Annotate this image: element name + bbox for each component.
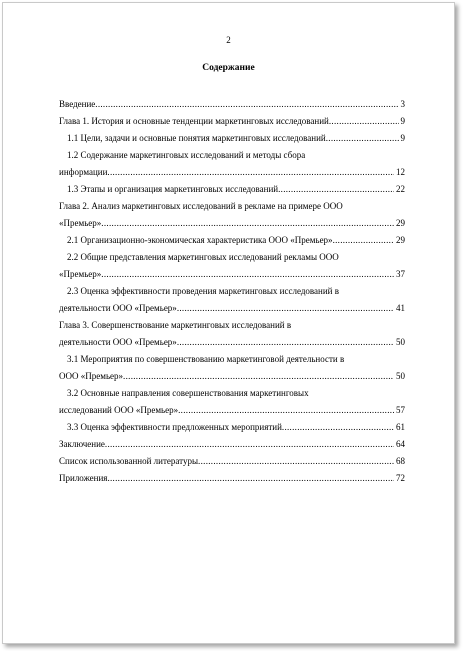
toc-entry-text: Список использованной литературы .....: [59, 453, 394, 470]
toc-entry: [59, 453, 405, 470]
toc-entry: [59, 249, 405, 283]
toc-entry-page: 41: [396, 303, 405, 313]
toc-entry-text: Приложения .....: [59, 470, 394, 487]
toc-entry-text: ООО «Премьер» .....: [59, 368, 394, 385]
toc-entry: [59, 283, 405, 317]
toc-entry-page: 57: [396, 405, 405, 415]
toc-entry-line: [59, 334, 405, 351]
toc-entry-page: 3: [400, 99, 405, 109]
toc-entry: [59, 198, 405, 232]
toc-entry-text: «Премьер» .....: [59, 215, 394, 232]
toc-entry-page: 29: [396, 218, 405, 228]
toc-entry-first-line: Глава 3. Совершенствование маркетинговых исследований в: [59, 320, 292, 330]
document-page: [2, 2, 455, 644]
toc-entry-line: [59, 419, 405, 436]
toc-entry-line: [59, 368, 405, 385]
toc-entry: [59, 96, 405, 113]
toc-entry-page: 9: [400, 116, 405, 126]
toc-entry-text: информации .....: [59, 164, 394, 181]
toc-entry-first-line: 2.3 Оценка эффективности проведения маркетинговых исследований в: [67, 286, 339, 296]
toc-entry-line: [59, 453, 405, 470]
toc-entry-page: 29: [396, 235, 405, 245]
toc-entry-page: 9: [400, 133, 405, 143]
toc-entry-page: 12: [396, 167, 405, 177]
toc-entry-page: 64: [396, 439, 405, 449]
toc-entry-text: деятельности ООО «Премьер» .....: [59, 300, 394, 317]
toc-entry-page: 72: [396, 473, 405, 483]
toc-entry-line: [59, 436, 405, 453]
toc-entry-line: [59, 181, 405, 198]
toc-entry: [59, 317, 405, 351]
toc-entry-line: [59, 164, 405, 181]
page-number: 2: [226, 35, 231, 45]
toc-entry-text: деятельности ООО «Премьер» .....: [59, 334, 394, 351]
toc-entry-line: [59, 300, 405, 317]
toc-entry-page: 61: [396, 422, 405, 432]
toc-entry-first-line: 1.2 Содержание маркетинговых исследований и методы сбора: [67, 150, 306, 160]
toc-entry-text: исследований ООО «Премьер» .....: [59, 402, 394, 419]
toc-entry-first-line: 3.2 Основные направления совершенствования маркетинговых: [67, 388, 309, 398]
page-title: Содержание: [202, 63, 255, 73]
toc-entry-line: [59, 96, 405, 113]
toc-entry-text: Глава 1. История и основные тенденции маркетинговых исследований .....: [59, 113, 399, 130]
toc-entry-page: 68: [396, 456, 405, 466]
toc-entry-text: 1.1 Цели, задачи и основные понятия маркетинговых исследований .....: [67, 130, 399, 147]
table-of-contents: [59, 96, 405, 487]
toc-entry: [59, 147, 405, 181]
toc-entry: [59, 436, 405, 453]
toc-entry-first-line: 3.1 Мероприятия по совершенствованию маркетинговой деятельности в: [67, 354, 345, 364]
toc-entry: [59, 470, 405, 487]
toc-entry: [59, 130, 405, 147]
toc-entry-line: [59, 470, 405, 487]
toc-entry: [59, 113, 405, 130]
toc-entry-text: 1.3 Этапы и организация маркетинговых исследований .....: [67, 181, 394, 198]
toc-entry-line: [59, 113, 405, 130]
toc-entry-text: Заключение .....: [59, 436, 394, 453]
toc-entry-page: 37: [396, 269, 405, 279]
toc-entry-line: [59, 215, 405, 232]
toc-entry-page: 22: [396, 184, 405, 194]
toc-entry: [59, 232, 405, 249]
toc-entry-line: [59, 130, 405, 147]
toc-entry: [59, 181, 405, 198]
toc-entry: [59, 419, 405, 436]
toc-entry-line: [59, 402, 405, 419]
toc-entry-text: 2.1 Организационно-экономическая характеристика ООО «Премьер» .....: [67, 232, 394, 249]
toc-entry: [59, 351, 405, 385]
toc-entry-first-line: 2.2 Общие представления маркетинговых исследований рекламы ООО: [67, 252, 339, 262]
toc-entry-line: [59, 232, 405, 249]
toc-entry-text: 3.3 Оценка эффективности предложенных мероприятий .....: [67, 419, 394, 436]
toc-entry-line: [59, 266, 405, 283]
toc-entry-page: 50: [396, 337, 405, 347]
toc-entry: [59, 385, 405, 419]
toc-entry-page: 50: [396, 371, 405, 381]
toc-entry-text: «Премьер» .....: [59, 266, 394, 283]
toc-entry-first-line: Глава 2. Анализ маркетинговых исследований в рекламе на примере ООО: [59, 201, 343, 211]
toc-entry-text: Введение .....: [59, 96, 399, 113]
